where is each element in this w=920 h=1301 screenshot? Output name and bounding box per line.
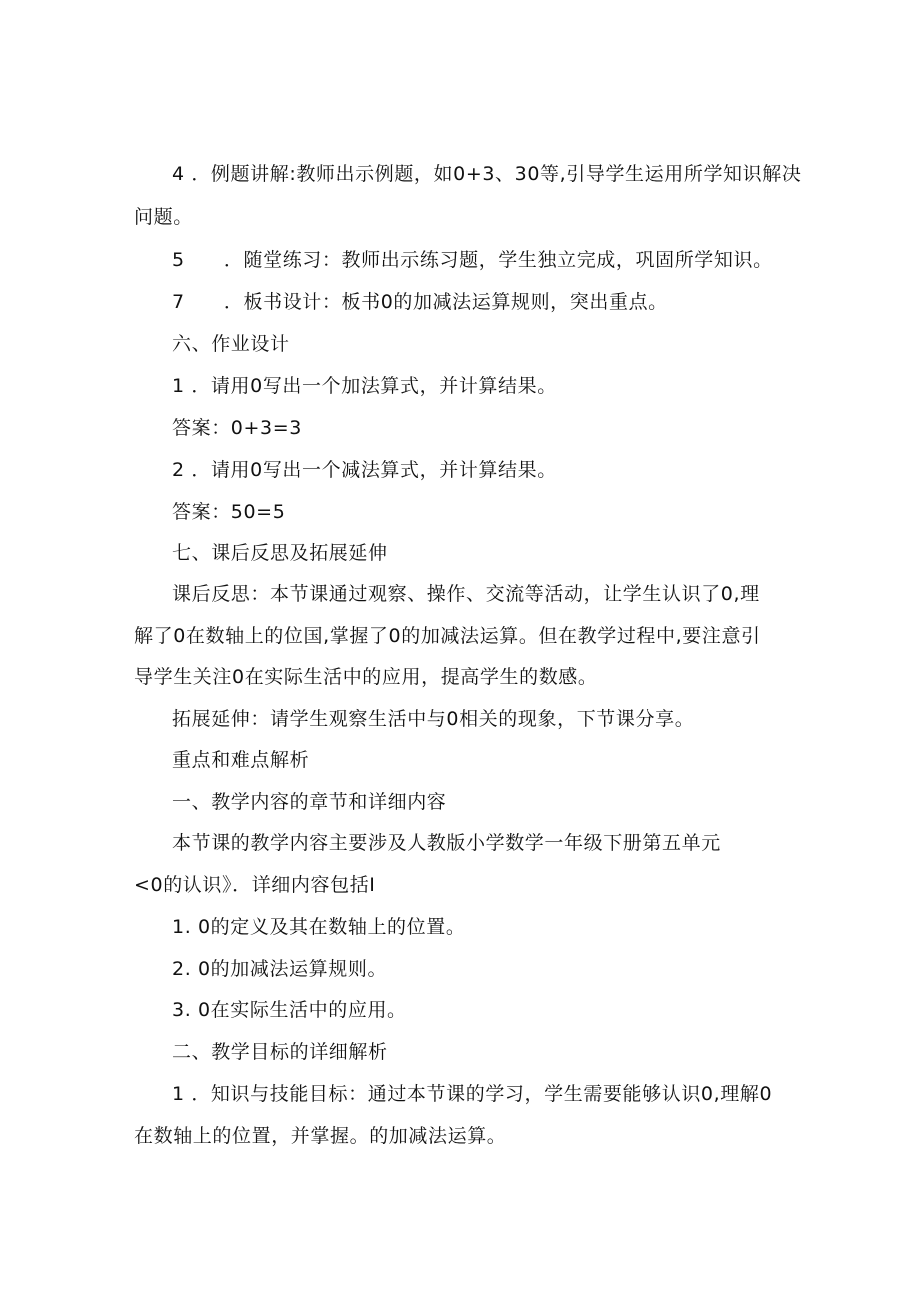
text-line-classroom-practice: 5 ．随堂练习：教师出示练习题，学生独立完成，巩固所学知识。	[172, 249, 773, 271]
text-line-reflection-1: 课后反思：本节课通过观察、操作、交流等活动，让学生认识了0,理	[172, 583, 760, 605]
text-line-content-2: <0的认识》．详细内容包括I	[134, 874, 376, 896]
list-item-content-2: 2. 0的加减法运算规则。	[172, 958, 388, 980]
text-line-example-explanation-cont: 问题。	[134, 206, 193, 228]
text-line-answer-2: 答案：50=5	[172, 501, 286, 523]
text-line-answer-1: 答案：0+3=3	[172, 417, 302, 439]
section-heading-content-chapters: 一、教学内容的章节和详细内容	[172, 791, 447, 813]
text-line-homework-2: 2 ．请用0写出一个减法算式，并计算结果。	[172, 459, 557, 481]
section-heading-key-points: 重点和难点解析	[172, 749, 310, 771]
section-heading-reflection: 七、课后反思及拓展延伸	[172, 542, 388, 564]
text-line-objective-1-cont: 在数轴上的位置，并掌握。的加减法运算。	[134, 1125, 507, 1147]
section-heading-homework: 六、作业设计	[172, 333, 290, 355]
text-line-extension: 拓展延伸：请学生观察生活中与0相关的现象，下节课分享。	[172, 708, 695, 730]
text-line-reflection-2: 解了0在数轴上的位国,掌握了0的加减法运算。但在教学过程中,要注意引	[134, 625, 761, 647]
text-line-objective-1: 1 ．知识与技能目标：通过本节课的学习，学生需要能够认识0,理解0	[172, 1083, 773, 1105]
list-item-content-3: 3. 0在实际生活中的应用。	[172, 999, 407, 1021]
text-line-content-1: 本节课的教学内容主要涉及人教版小学数学一年级下册第五单元	[172, 832, 721, 854]
text-line-example-explanation: 4 ．例题讲解:教师出示例题，如0+3、30等,引导学生运用所学知识解决	[172, 163, 802, 185]
text-line-homework-1: 1 ．请用0写出一个加法算式，并计算结果。	[172, 375, 557, 397]
text-line-blackboard-design: 7 ．板书设计：板书0的加减法运算规则，突出重点。	[172, 291, 668, 313]
text-line-reflection-3: 导学生关注0在实际生活中的应用，提高学生的数感。	[134, 666, 598, 688]
section-heading-objectives: 二、教学目标的详细解析	[172, 1041, 388, 1063]
list-item-content-1: 1. 0的定义及其在数轴上的位置。	[172, 916, 466, 938]
